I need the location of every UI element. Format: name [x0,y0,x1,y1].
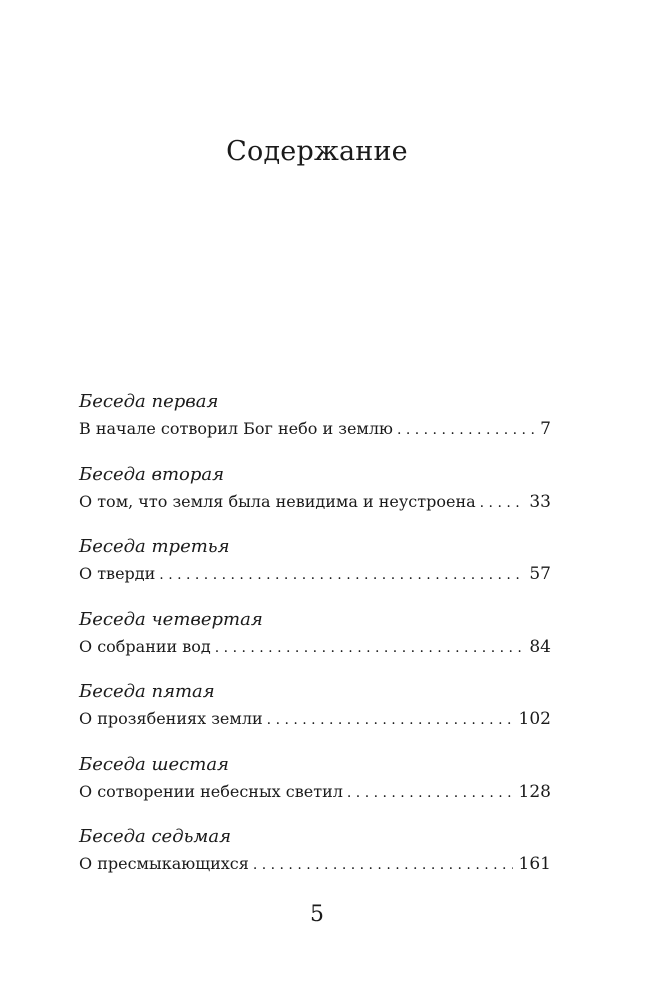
toc-entry-heading: Беседа седьмая [79,826,231,847]
toc-entry-heading: Беседа пятая [79,681,215,702]
toc-page-number: 7 [540,419,551,439]
toc-entry-title: В начале сотворил Бог небо и землю [79,419,393,438]
toc-entry-title: О тверди [79,564,156,583]
toc-entry-1[interactable] [79,388,551,461]
toc-entry-title: О пресмыкающихся [79,854,249,873]
dot-leader [480,490,524,516]
toc-entry-2[interactable] [79,461,551,534]
toc-entry-line [79,634,551,660]
toc-entry-line [79,561,551,587]
toc-entry-line [79,489,551,515]
toc-entry-line [79,851,551,877]
toc-entry-heading: Беседа шестая [79,753,229,775]
toc-entry-5[interactable] [79,678,551,751]
dot-leader [347,780,513,806]
toc-entry-line [79,416,551,442]
toc-page-number: 161 [518,854,551,874]
page-number: 5 [310,902,324,927]
dot-leader [397,417,534,443]
page-title: Содержание [226,136,408,167]
toc-page-number: 102 [518,709,551,729]
toc-page-number: 84 [529,636,551,657]
toc-entry-6[interactable] [79,751,551,824]
toc-entry-title: О том, что земля была невидима и неустроена [79,491,476,511]
toc-entry-title: О собрании вод [79,636,211,656]
toc-entry-heading: Беседа третья [79,536,230,557]
toc-page-number: 128 [518,781,551,802]
toc-entry-title: О прозябениях земли [79,709,263,728]
toc-entry-heading: Беседа вторая [79,463,225,485]
dot-leader [253,852,513,878]
toc-page-number: 33 [529,491,551,512]
toc-entry-4[interactable] [79,606,551,679]
dot-leader [215,635,524,661]
dot-leader [267,707,513,733]
dot-leader [159,562,523,588]
toc-entry-3[interactable] [79,533,551,606]
table-of-contents [79,388,551,896]
toc-entry-line [79,706,551,732]
toc-entry-line [79,779,551,805]
toc-page-number: 57 [529,564,551,584]
toc-entry-7[interactable] [79,823,551,896]
toc-entry-heading: Беседа четвертая [79,608,263,630]
toc-entry-heading: Беседа первая [79,391,219,412]
toc-entry-title: О сотворении небесных светил [79,781,343,801]
